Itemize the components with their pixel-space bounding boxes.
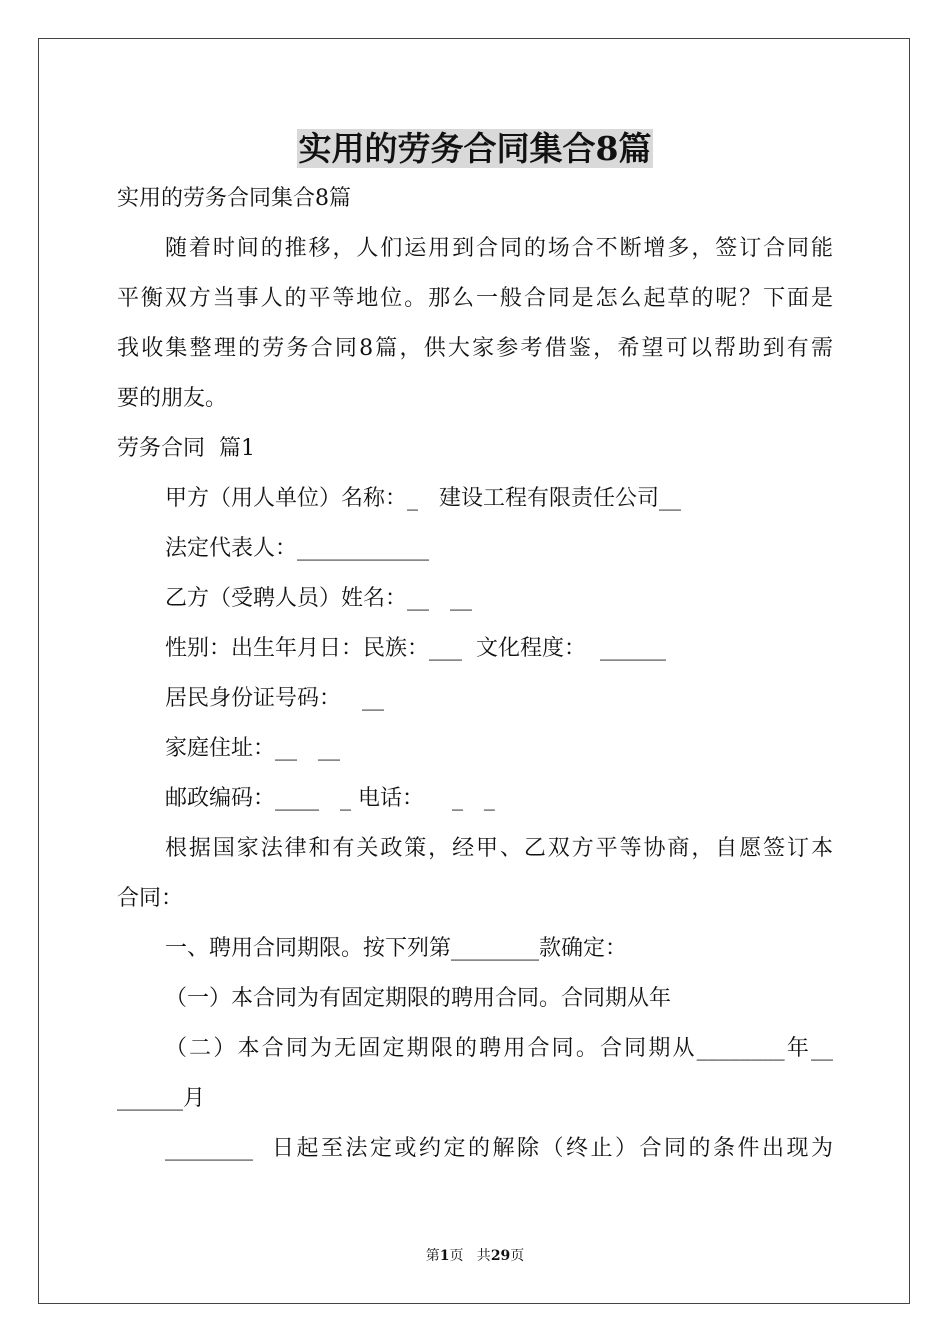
- document-title-text: 实用的劳务合同集合8篇: [298, 129, 652, 168]
- document-subtitle: 实用的劳务合同集合8篇: [117, 186, 351, 211]
- intro-line-3: 我收集整理的劳务合同8篇，供大家参考借鉴，希望可以帮助到有需: [117, 336, 833, 361]
- agreement-line-2: 合同：: [117, 886, 184, 911]
- id-number-field: 居民身份证号码： __: [165, 686, 384, 711]
- footer-total-pages: 29: [490, 1248, 511, 1264]
- party-b-field: 乙方（受聘人员）姓名：__ __: [165, 586, 472, 611]
- intro-line-2: 平衡双方当事人的平等地位。那么一般合同是怎么起草的呢？下面是: [117, 286, 833, 311]
- footer-prefix: 第: [425, 1248, 440, 1264]
- party-a-field: 甲方（用人单位）名称：_ 建设工程有限责任公司__: [165, 486, 681, 511]
- address-field: 家庭住址：__ __: [165, 736, 340, 761]
- gender-birth-ethnicity-field: 性别：出生年月日：民族：___ 文化程度： ______: [165, 636, 666, 661]
- agreement-line-1: 根据国家法律和有关政策，经甲、乙双方平等协商，自愿签订本: [165, 836, 833, 861]
- footer-page-number: 1: [439, 1248, 450, 1264]
- postal-phone-field: 邮政编码：____ _ 电话： _ _: [165, 786, 495, 811]
- intro-line-1: 随着时间的推移，人们运用到合同的场合不断增多，签订合同能: [165, 236, 833, 261]
- document-title: [0, 127, 950, 171]
- intro-line-4: 要的朋友。: [117, 386, 228, 411]
- clause-1: 一、聘用合同期限。按下列第________款确定：: [165, 936, 628, 961]
- clause-1-b-line-1: （二）本合同为无固定期限的聘用合同。合同期从________年__: [165, 1036, 833, 1061]
- clause-1-c: ________ 日起至法定或约定的解除（终止）合同的条件出现为: [165, 1136, 833, 1161]
- page-footer: [0, 1246, 950, 1266]
- clause-1-b-line-2: ______月: [117, 1086, 206, 1111]
- footer-suffix: 页: [510, 1248, 525, 1264]
- page-frame: [38, 38, 910, 1304]
- clause-1-a: （一）本合同为有固定期限的聘用合同。合同期从年: [165, 986, 672, 1011]
- section-heading: 劳务合同 篇1: [117, 436, 255, 461]
- legal-rep-field: 法定代表人：____________: [165, 536, 430, 561]
- footer-middle: 页 共: [449, 1248, 491, 1264]
